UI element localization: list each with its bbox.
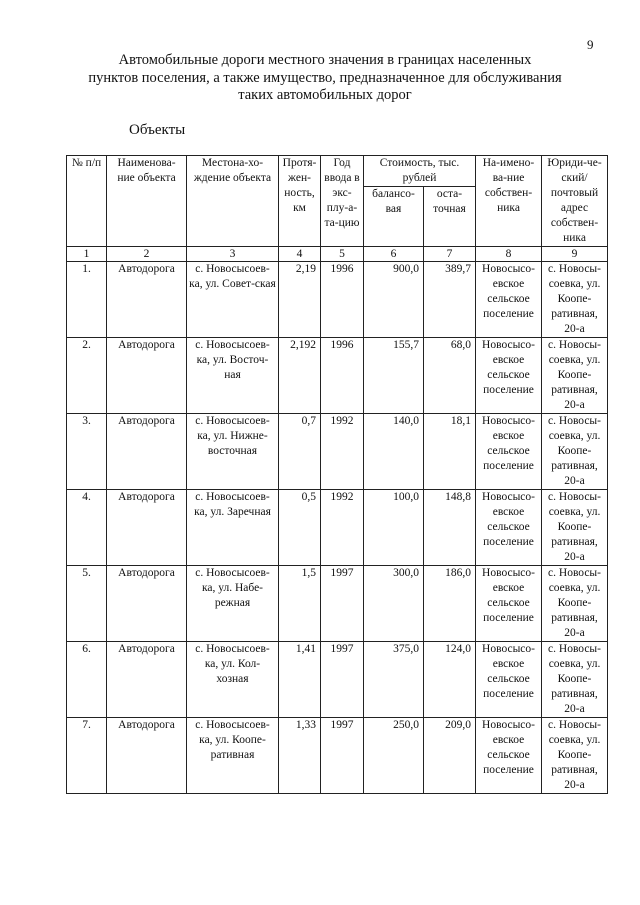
cell-location: с. Новосысоев-ка, ул. Совет-ская [187, 262, 279, 338]
cell-residual: 68,0 [424, 338, 476, 414]
cell-owner: Новосысо-евское сельское поселение [476, 642, 542, 718]
table-row [67, 262, 608, 338]
cell-owner: Новосысо-евское сельское поселение [476, 262, 542, 338]
table-row [67, 490, 608, 566]
table-row [67, 642, 608, 718]
cell-length: 2,192 [279, 338, 321, 414]
cell-address: с. Новосы-соевка, ул. Коопе-ративная, 20-а [542, 642, 608, 718]
table-row [67, 338, 608, 414]
cell-location: с. Новосысоев-ка, ул. Нижне-восточная [187, 414, 279, 490]
cell-name: Автодорога [107, 414, 187, 490]
cell-address: с. Новосы-соевка, ул. Коопе-ративная, 20-а [542, 414, 608, 490]
title-line: Автомобильные дороги местного значения в границах населенных [118, 52, 532, 68]
column-number-row [67, 247, 608, 262]
cell-name: Автодорога [107, 718, 187, 794]
cell-year: 1997 [321, 566, 364, 642]
cell-location: с. Новосысоев-ка, ул. Набе-режная [187, 566, 279, 642]
cell-year: 1996 [321, 338, 364, 414]
cell-residual: 209,0 [424, 718, 476, 794]
cell-location: с. Новосысоев-ка, ул. Кол-хозная [187, 642, 279, 718]
section-title: Объекты [129, 122, 186, 138]
cell-balance: 250,0 [364, 718, 424, 794]
cell-num: 3. [67, 414, 107, 490]
cell-owner: Новосысо-евское сельское поселение [476, 338, 542, 414]
cell-residual: 18,1 [424, 414, 476, 490]
cell-length: 1,41 [279, 642, 321, 718]
page-title [40, 52, 610, 105]
header-num: № п/п [67, 156, 107, 247]
cell-name: Автодорога [107, 490, 187, 566]
cell-location: с. Новосысоев-ка, ул. Восточ-ная [187, 338, 279, 414]
column-number: 4 [279, 247, 321, 262]
cell-name: Автодорога [107, 566, 187, 642]
cell-address: с. Новосы-соевка, ул. Коопе-ративная, 20-а [542, 490, 608, 566]
column-number: 6 [364, 247, 424, 262]
cell-balance: 140,0 [364, 414, 424, 490]
cell-residual: 186,0 [424, 566, 476, 642]
objects-table [66, 155, 608, 794]
cell-balance: 300,0 [364, 566, 424, 642]
cell-balance: 100,0 [364, 490, 424, 566]
header-owner: На-имено-ва-ние собствен-ника [476, 156, 542, 247]
header-balance: балансо-вая [364, 187, 424, 247]
cell-address: с. Новосы-соевка, ул. Коопе-ративная, 20-а [542, 718, 608, 794]
cell-year: 1992 [321, 490, 364, 566]
title-line: пунктов поселения, а также имущество, предназначенное для обслуживания [88, 69, 562, 86]
header-length: Протя-жен-ность, км [279, 156, 321, 247]
cell-name: Автодорога [107, 338, 187, 414]
page-number: 9 [587, 37, 594, 52]
cell-location: с. Новосысоев-ка, ул. Заречная [187, 490, 279, 566]
cell-num: 5. [67, 566, 107, 642]
header-location: Местона-хо-ждение объекта [187, 156, 279, 247]
column-number: 7 [424, 247, 476, 262]
cell-residual: 148,8 [424, 490, 476, 566]
cell-owner: Новосысо-евское сельское поселение [476, 718, 542, 794]
cell-year: 1997 [321, 718, 364, 794]
header-address: Юриди-че-ский/ почтовый адрес собствен-ника [542, 156, 608, 247]
cell-year: 1996 [321, 262, 364, 338]
table-row [67, 566, 608, 642]
column-number: 2 [107, 247, 187, 262]
header-residual: оста-точная [424, 187, 476, 247]
header-cost: Стоимость, тыс. рублей [364, 156, 476, 187]
cell-length: 1,33 [279, 718, 321, 794]
column-number: 3 [187, 247, 279, 262]
cell-length: 0,5 [279, 490, 321, 566]
column-number: 5 [321, 247, 364, 262]
cell-balance: 900,0 [364, 262, 424, 338]
cell-residual: 389,7 [424, 262, 476, 338]
column-number: 1 [67, 247, 107, 262]
cell-length: 0,7 [279, 414, 321, 490]
cell-num: 4. [67, 490, 107, 566]
cell-num: 6. [67, 642, 107, 718]
cell-name: Автодорога [107, 262, 187, 338]
cell-num: 2. [67, 338, 107, 414]
cell-year: 1992 [321, 414, 364, 490]
table-row [67, 414, 608, 490]
cell-num: 1. [67, 262, 107, 338]
header-name: Наименова-ние объекта [107, 156, 187, 247]
cell-num: 7. [67, 718, 107, 794]
cell-address: с. Новосы-соевка, ул. Коопе-ративная, 20-а [542, 262, 608, 338]
cell-owner: Новосысо-евское сельское поселение [476, 566, 542, 642]
cell-residual: 124,0 [424, 642, 476, 718]
table-body [67, 262, 608, 794]
cell-owner: Новосысо-евское сельское поселение [476, 414, 542, 490]
cell-owner: Новосысо-евское сельское поселение [476, 490, 542, 566]
column-number: 8 [476, 247, 542, 262]
cell-balance: 375,0 [364, 642, 424, 718]
cell-length: 2,19 [279, 262, 321, 338]
header-year: Год ввода в экс-плу-а-та-цию [321, 156, 364, 247]
column-number: 9 [542, 247, 608, 262]
title-line: таких автомобильных дорог [238, 87, 412, 103]
cell-year: 1997 [321, 642, 364, 718]
cell-length: 1,5 [279, 566, 321, 642]
cell-address: с. Новосы-соевка, ул. Коопе-ративная, 20-а [542, 338, 608, 414]
cell-address: с. Новосы-соевка, ул. Коопе-ративная, 20-а [542, 566, 608, 642]
cell-location: с. Новосысоев-ка, ул. Коопе-ративная [187, 718, 279, 794]
cell-name: Автодорога [107, 642, 187, 718]
table-row [67, 718, 608, 794]
cell-balance: 155,7 [364, 338, 424, 414]
